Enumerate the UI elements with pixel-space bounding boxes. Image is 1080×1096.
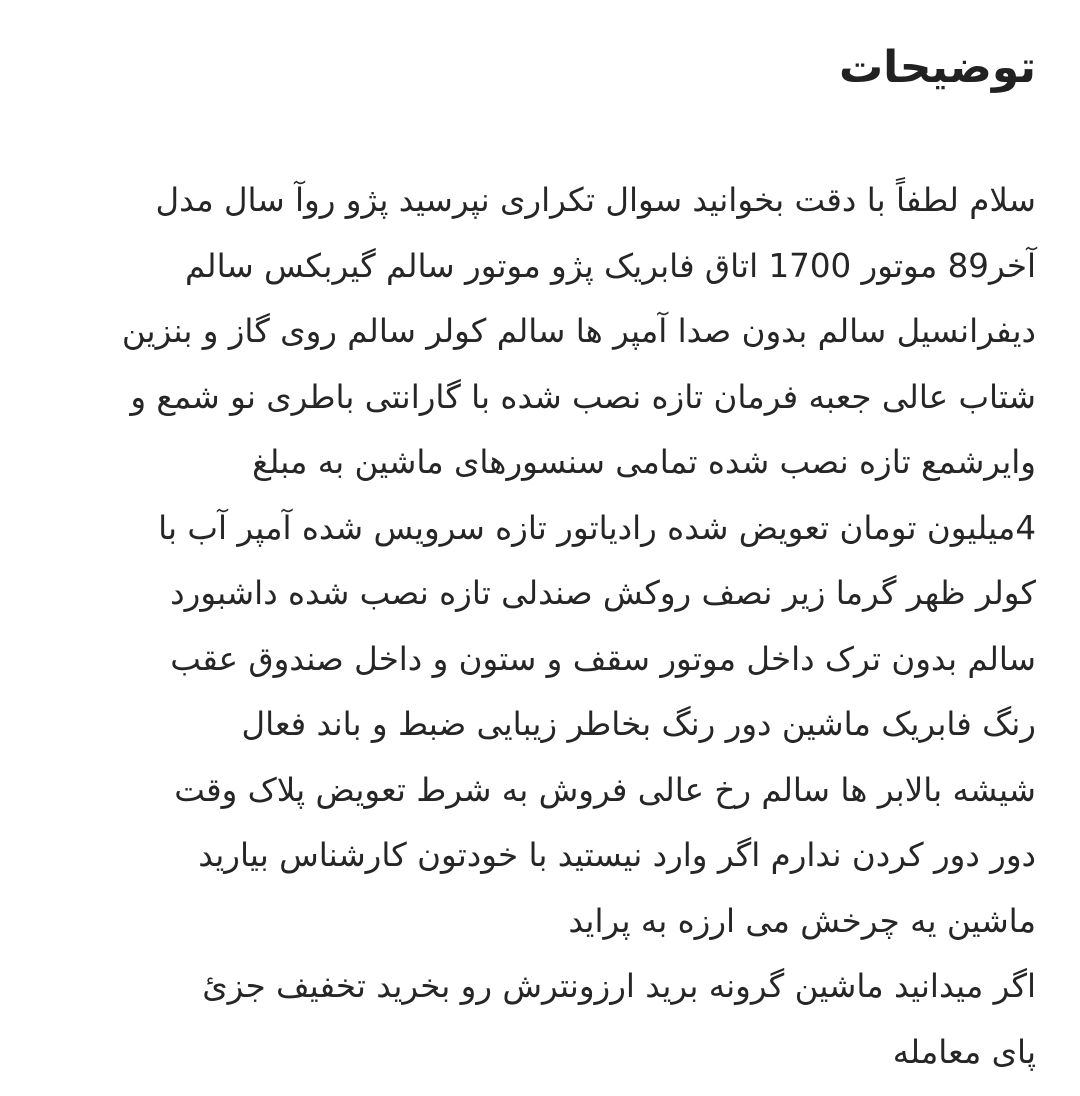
section-title: توضیحات bbox=[838, 42, 1036, 93]
description-line: سلام لطفاً با دقت بخوانید سوال تکراری نپرسید پژو روآ سال مدل bbox=[155, 181, 1036, 219]
description-line: دور دور کردن ندارم اگر وارد نیستید با خودتون کارشناس بیارید bbox=[198, 836, 1036, 874]
description-line: شیشه بالابر ها سالم رخ عالی فروش به شرط تعویض پلاک وقت bbox=[174, 770, 1036, 809]
description-line: رنگ فابریک ماشین دور رنگ بخاطر زیبایی ضبط و باند فعال bbox=[241, 705, 1036, 743]
description-line: وایرشمع تازه نصب شده تمامی سنسورهای ماشین به مبلغ bbox=[252, 443, 1036, 481]
description-line: دیفرانسیل سالم بدون صدا آمپر ها سالم کولر سالم روی گاز و بنزین bbox=[121, 312, 1036, 350]
description-text bbox=[44, 168, 1036, 1085]
description-line: شتاب عالی جعبه فرمان تازه نصب شده با گارانتی باطری نو شمع و bbox=[130, 377, 1036, 416]
description-line: کولر ظهر گرما زیر نصف روکش صندلی تازه نصب شده داشبورد bbox=[170, 574, 1036, 612]
description-line: 4میلیون تومان تعویض شده رادیاتور تازه سرویس شده آمپر آب با bbox=[158, 508, 1036, 547]
description-line: ماشین یه چرخش می ارزه به پراید bbox=[568, 901, 1036, 940]
description-line: آخر89 موتور 1700 اتاق فابریک پژو موتور سالم گیربکس سالم bbox=[185, 246, 1036, 285]
description-line: اگر میدانید ماشین گرونه برید ارزونترش رو بخرید تخفیف جزئ bbox=[202, 967, 1036, 1005]
description-line: سالم بدون ترک داخل موتور سقف و ستون و داخل صندوق عقب bbox=[170, 639, 1036, 678]
description-line: پای معامله bbox=[892, 1032, 1036, 1071]
